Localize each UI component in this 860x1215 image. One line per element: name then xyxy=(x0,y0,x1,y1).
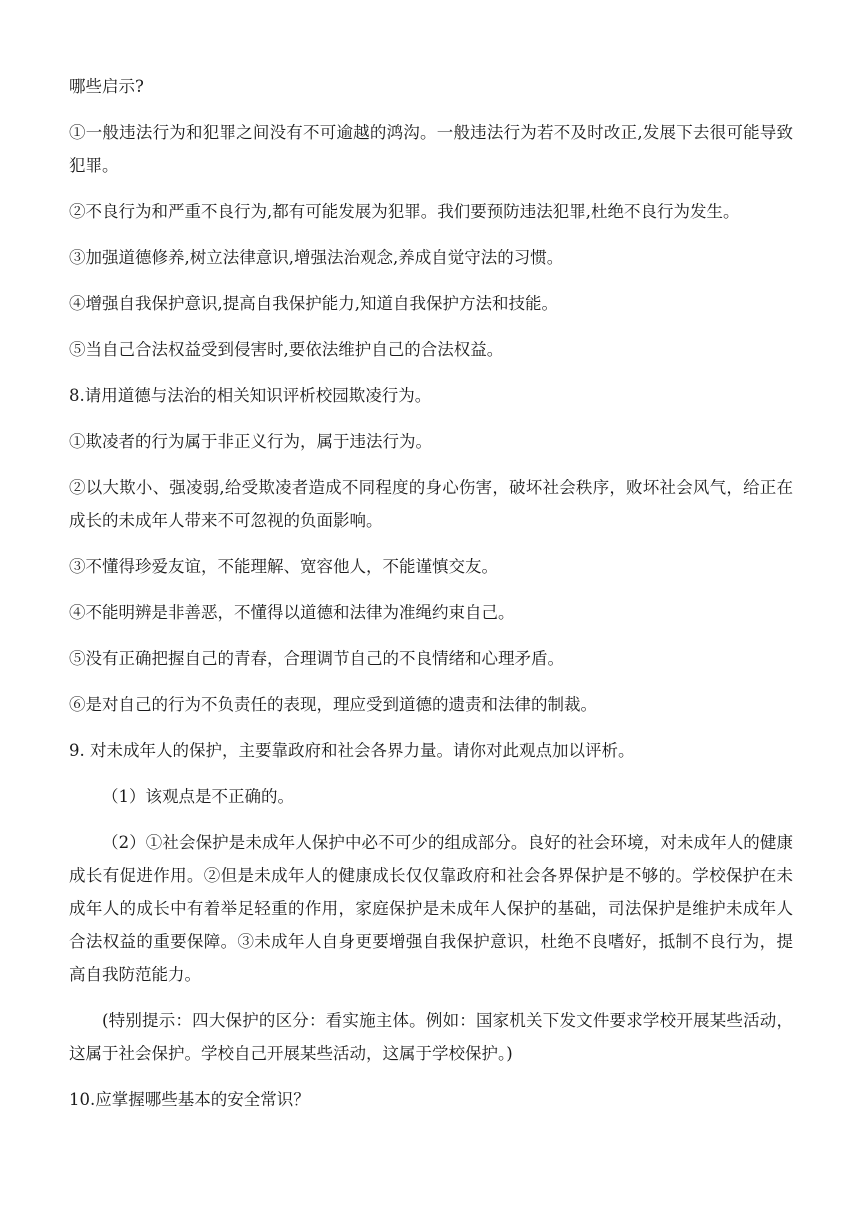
paragraph-point-1: ①一般违法行为和犯罪之间没有不可逾越的鸿沟。一般违法行为若不及时改正,发展下去很可能导致犯罪。 xyxy=(69,123,793,175)
question-9: 9. 对未成年人的保护，主要靠政府和社会各界力量。请你对此观点加以评析。 xyxy=(69,741,635,760)
answer-8-point-6: ⑥是对自己的行为不负责任的表现，理应受到道德的遗责和法律的制裁。 xyxy=(69,695,597,714)
question-8: 8.请用道德与法治的相关知识评析校园欺凌行为。 xyxy=(69,386,432,405)
answer-8-point-1: ①欺凌者的行为属于非正义行为，属于违法行为。 xyxy=(69,432,432,451)
paragraph-question-continuation: 哪些启示? xyxy=(69,77,144,96)
answer-8-point-4: ④不能明辨是非善恶，不懂得以道德和法律为准绳约束自己。 xyxy=(69,603,515,622)
special-tip-note: (特别提示：四大保护的区分：看实施主体。例如：国家机关下发文件要求学校开展某些活动，这属于社会保护。学校自己开展某些活动，这属于学校保护。) xyxy=(69,1011,793,1063)
paragraph-point-4: ④增强自我保护意识,提高自我保护能力,知道自我保护方法和技能。 xyxy=(69,294,558,313)
answer-9-part-2: （2）①社会保护是未成年人保护中必不可少的组成部分。良好的社会环境，对未成年人的健康成长有促进作用。②但是未成年人的健康成长仅仅靠政府和社会各界保护是不够的。学校保护在未成年人的成长中有着举足轻重的作用，家庭保护是未成年人保护的基础，司法保护是维护未成年人合法权益的重要保障。③未成年人自身更要增强自我保护意识，杜绝不良嗜好，抵制不良行为，提高自我防范能力。 xyxy=(69,833,793,984)
answer-8-point-2: ②以大欺小、强凌弱,给受欺凌者造成不同程度的身心伤害，破坏社会秩序，败坏社会风气，给正在成长的未成年人带来不可忽视的负面影响。 xyxy=(69,478,793,530)
answer-9-part-1: （1）该观点是不正确的。 xyxy=(102,787,294,806)
paragraph-point-3: ③加强道德修养,树立法律意识,增强法治观念,养成自觉守法的习惯。 xyxy=(69,248,564,267)
question-10: 10.应掌握哪些基本的安全常识？ xyxy=(69,1090,310,1109)
answer-8-point-5: ⑤没有正确把握自己的青春，合理调节自己的不良情绪和心理矛盾。 xyxy=(69,649,564,668)
answer-8-point-3: ③不懂得珍爱友谊，不能理解、宽容他人，不能谨慎交友。 xyxy=(69,557,498,576)
paragraph-point-5: ⑤当自己合法权益受到侵害时,要依法维护自己的合法权益。 xyxy=(69,340,504,359)
paragraph-point-2: ②不良行为和严重不良行为,都有可能发展为犯罪。我们要预防违法犯罪,杜绝不良行为发生。 xyxy=(69,202,740,221)
document-body xyxy=(69,70,793,1129)
